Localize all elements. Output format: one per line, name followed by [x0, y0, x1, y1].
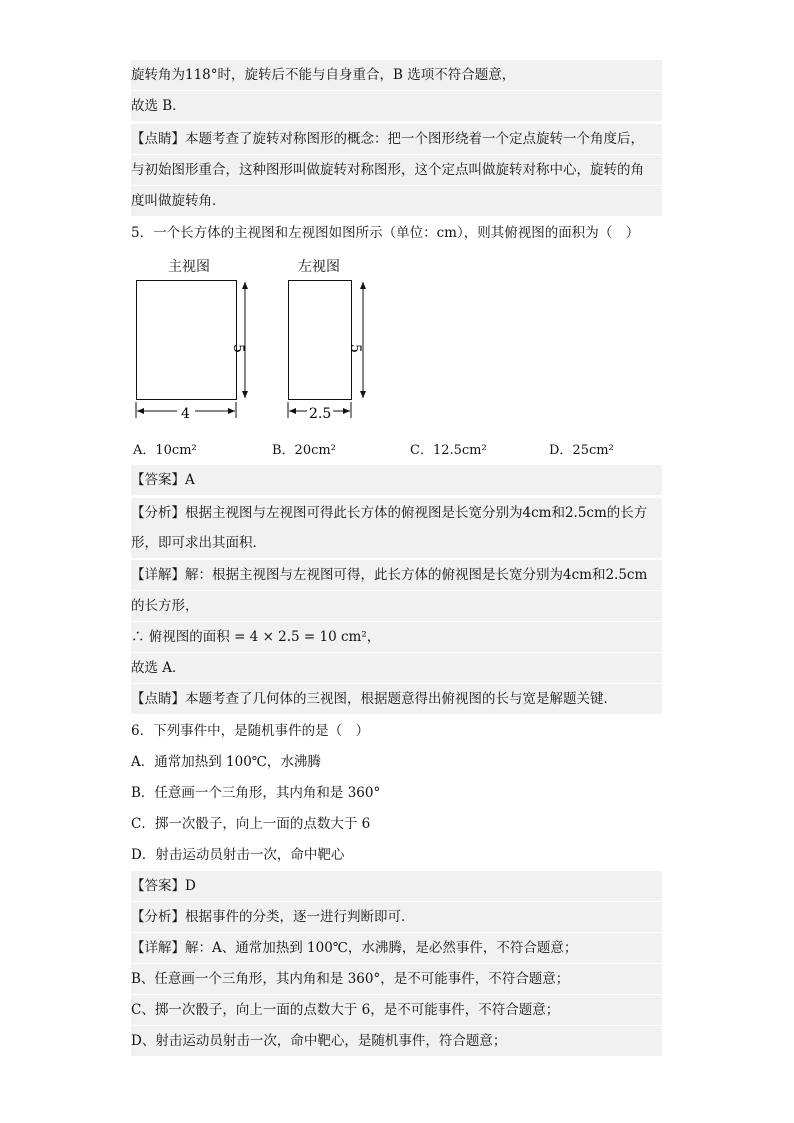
choice-a: A．10cm²	[133, 443, 197, 458]
option-line: C．掷一次骰子，向上一面的点数大于 6	[131, 816, 371, 832]
front-height-label: 5	[230, 344, 246, 353]
text-line: 与初始图形重合，这种图形叫做旋转对称图形，这个定点叫做旋转对称中心，旋转的角	[131, 155, 662, 185]
text-line: 【分析】根据主视图与左视图可得此长方体的俯视图是长宽分别为4cm和2.5cm的长方	[131, 498, 662, 528]
front-view-title: 主视图	[168, 259, 210, 275]
text-line: 【分析】根据事件的分类，逐一进行判断即可．	[131, 902, 662, 932]
option-line: B．任意画一个三角形，其内角和是 360°	[131, 785, 381, 801]
text-line: C、掷一次骰子，向上一面的点数大于 6，是不可能事件，不符合题意；	[131, 995, 662, 1025]
text-line: 【答案】A	[131, 465, 662, 495]
choice-b: B．20cm²	[272, 443, 336, 458]
front-width-label: 4	[181, 406, 190, 422]
text-line: 故选 A．	[131, 653, 662, 683]
question-6: 6．下列事件中，是随机事件的是（ ）	[131, 723, 370, 739]
side-view-title: 左视图	[298, 259, 340, 275]
text-line: 【点睛】本题考查了旋转对称图形的概念：把一个图形绕着一个定点旋转一个角度后，	[131, 124, 662, 154]
text-line: 度叫做旋转角．	[131, 186, 662, 216]
text-line: 【详解】解：根据主视图与左视图可得，此长方体的俯视图是长宽分别为4cm和2.5cm	[131, 560, 662, 590]
option-line: A．通常加热到 100℃，水沸腾	[131, 754, 321, 770]
text-line: 的长方形，	[131, 591, 662, 621]
question-5: 5．一个长方体的主视图和左视图如图所示（单位：cm），则其俯视图的面积为（ ）	[131, 225, 640, 241]
text-line: B、任意画一个三角形，其内角和是 360°，是不可能事件，不符合题意；	[131, 964, 662, 994]
text-line: 形，即可求出其面积．	[131, 528, 662, 558]
text-line: 【答案】D	[131, 871, 662, 901]
text-line: 【详解】解：A、通常加热到 100℃，水沸腾，是必然事件，不符合题意；	[131, 933, 662, 963]
side-height-label: 5	[347, 344, 363, 353]
choice-d: D．25cm²	[549, 443, 614, 458]
side-width-label: 2.5	[309, 406, 332, 422]
text-line: 旋转角为118°时，旋转后不能与自身重合，B 选项不符合题意，	[131, 60, 662, 90]
text-line: ∴ 俯视图的面积 = 4 × 2.5 = 10 cm²，	[131, 622, 662, 652]
choice-c: C．12.5cm²	[410, 443, 487, 458]
text-line: 故选 B．	[131, 91, 662, 121]
option-line: D．射击运动员射击一次，命中靶心	[131, 847, 345, 863]
text-line: D、射击运动员射击一次，命中靶心，是随机事件，符合题意；	[131, 1026, 662, 1056]
text-line: 【点睛】本题考查了几何体的三视图，根据题意得出俯视图的长与宽是解题关键．	[131, 684, 662, 714]
